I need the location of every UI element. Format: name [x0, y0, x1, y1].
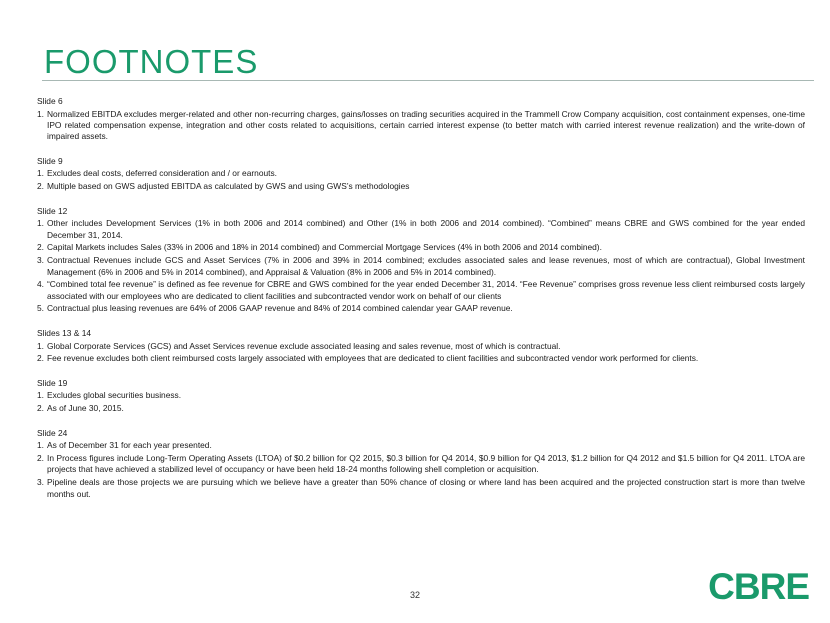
footnote-number: 1. — [37, 440, 44, 451]
footnote-text: Excludes deal costs, deferred consideration and / or earnouts. — [47, 168, 277, 179]
footnote-item — [37, 218, 805, 241]
footnote-item — [37, 168, 805, 179]
footnote-item — [37, 477, 805, 500]
footnote-text: Pipeline deals are those projects we are pursuing which we believe have a greater than 50% chance of closing or where land has been acquired and the projected construction start is more than twelve months out. — [47, 477, 805, 499]
footnote-item — [37, 109, 805, 143]
footnote-number: 4. — [37, 279, 44, 290]
footnote-text: Other includes Development Services (1% in both 2006 and 2014 combined) and Other (1% in both 2006 and 2014 combined). “Combined” means CBRE and GWS combined for the year ended December 31, 2014. — [47, 218, 805, 240]
section-heading: Slides 13 & 14 — [37, 327, 92, 338]
footnote-item — [37, 255, 805, 278]
footnote-item — [37, 403, 805, 414]
footnote-item — [37, 353, 805, 364]
footnote-number: 2. — [37, 403, 44, 414]
footnote-item — [37, 242, 805, 253]
footnote-number: 2. — [37, 453, 44, 464]
footnotes-body — [37, 96, 805, 513]
footnote-text: Normalized EBITDA excludes merger-related and other non-recurring charges, gains/losses on trading securities acquired in the Trammell Crow Company acquisition, cost containment expenses, one-time IPO related compensation expense, integration and other costs related to acquisitions, certain carried interest expense (to better match with carried interest revenue realization) and the write-down of impaired assets. — [47, 108, 805, 142]
footnote-section — [37, 156, 805, 193]
cbre-logo: CBRE — [708, 566, 809, 607]
footnote-item — [37, 341, 805, 352]
footnote-number: 1. — [37, 108, 44, 119]
footnote-number: 1. — [37, 340, 44, 351]
footnote-number: 2. — [37, 353, 44, 364]
footnote-item — [37, 181, 805, 192]
footnote-section — [37, 206, 805, 315]
section-heading: Slide 19 — [37, 377, 68, 388]
footnote-text: As of June 30, 2015. — [47, 403, 124, 414]
footnote-section — [37, 96, 805, 143]
footnote-text: “Combined total fee revenue” is defined as fee revenue for CBRE and GWS combined for the year ended December 31, 2014. “Fee Revenue” comprises gross revenue less client reimbursed costs largely associated with our employees who are dedicated to client facilities and subcontracted vendor work on behalf of our clients — [47, 279, 805, 301]
footnote-item — [37, 440, 805, 451]
title-divider — [42, 80, 814, 81]
footnote-text: Capital Markets includes Sales (33% in 2006 and 18% in 2014 combined) and Commercial Mortgage Services (4% in both 2006 and 2014 combined). — [47, 242, 602, 253]
footnote-section — [37, 328, 805, 365]
footnote-text: Excludes global securities business. — [47, 390, 182, 401]
footnote-number: 2. — [37, 242, 44, 253]
footnote-text: As of December 31 for each year presented. — [47, 440, 212, 451]
section-heading: Slide 6 — [37, 96, 63, 106]
footnote-number: 5. — [37, 303, 44, 314]
page-title: FOOTNOTES — [44, 43, 259, 80]
footnote-item — [37, 453, 805, 476]
footnote-number: 3. — [37, 255, 44, 266]
footnote-item — [37, 390, 805, 401]
section-heading: Slide 24 — [37, 427, 68, 438]
footnote-text: In Process figures include Long-Term Operating Assets (LTOA) of $0.2 billion for Q2 2015, $0.3 billion for Q4 2014, $0.9 billion for Q4 2013, $1.2 billion for Q4 2012 and $1.5 billion for Q4 2011. LTOA are projects that have achieved a stabilized level of occupancy or have been held 18-24 months following shell completion or acquisition. — [47, 453, 805, 475]
footnote-number: 3. — [37, 477, 44, 488]
footnote-item — [37, 279, 805, 302]
footnote-section — [37, 378, 805, 415]
footnote-number: 1. — [37, 390, 44, 401]
page-number: 32 — [409, 590, 420, 600]
footnote-item — [37, 303, 805, 314]
footnote-number: 1. — [37, 218, 44, 229]
footnote-section — [37, 428, 805, 500]
section-heading: Slide 9 — [37, 155, 63, 166]
footnote-text: Fee revenue excludes both client reimbursed costs largely associated with employees that are dedicated to client facilities and subcontracted vendor work performed for clients. — [47, 353, 699, 364]
footnote-text: Contractual plus leasing revenues are 64% of 2006 GAAP revenue and 84% of 2014 combined calendar year GAAP revenue. — [47, 303, 513, 314]
footnote-text: Global Corporate Services (GCS) and Asset Services revenue exclude associated leasing and sales revenue, most of which is contractual. — [47, 340, 561, 351]
footnote-number: 1. — [37, 168, 44, 179]
footnote-text: Multiple based on GWS adjusted EBITDA as calculated by GWS and using GWS’s methodologies — [47, 181, 410, 192]
footnote-text: Contractual Revenues include GCS and Asset Services (7% in 2006 and 39% in 2014 combined; excludes associated sales and lease revenues, most of which are contractual), Global Investment Management (6% in 2006 and 5% in 2014 combined), and Appraisal & Valuation (8% in 2006 and 5% in 2014 combined). — [47, 255, 805, 277]
section-heading: Slide 12 — [37, 205, 68, 216]
footnote-number: 2. — [37, 181, 44, 192]
